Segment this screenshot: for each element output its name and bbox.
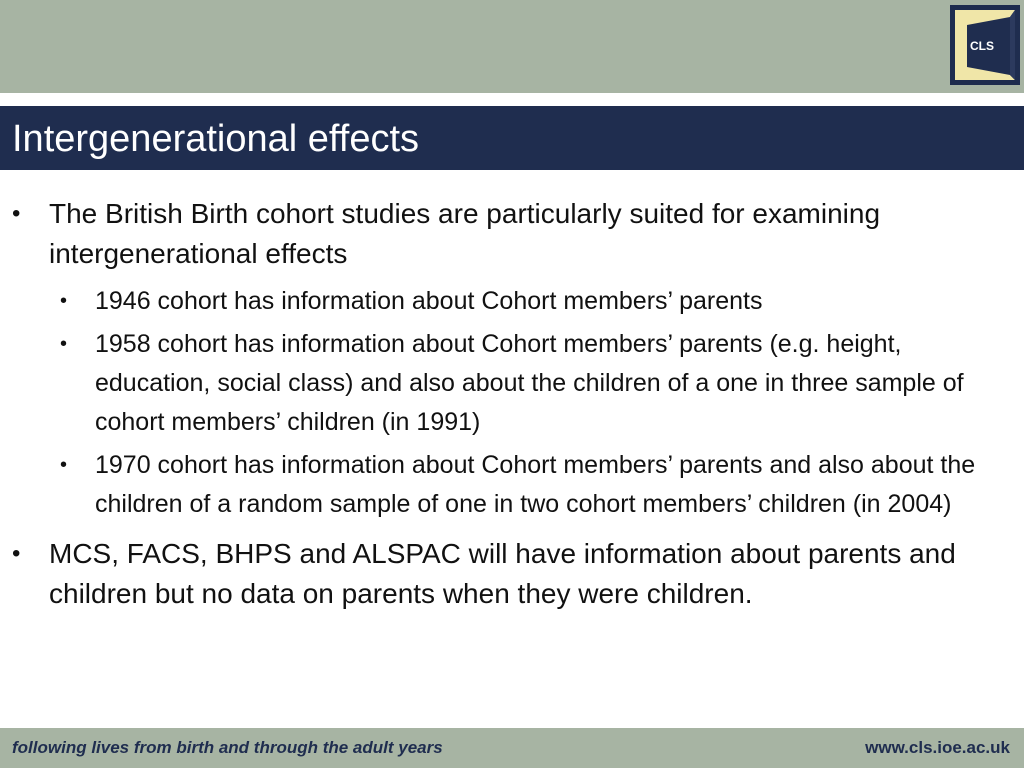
footer-tagline: following lives from birth and through the adult years (12, 738, 443, 757)
sub-bullet-text: 1946 cohort has information about Cohort members’ parents (95, 287, 763, 315)
sub-bullet-text: 1970 cohort has information about Cohort members’ parents and also about the children of a random sample of one in two cohort members’ children (in 2004) (95, 451, 976, 518)
bullet-text: The British Birth cohort studies are particularly suited for examining intergenerational effects (49, 198, 881, 269)
bullet-dot-icon: • (60, 333, 68, 355)
sub-bullet-text: 1958 cohort has information about Cohort members’ parents (e.g. height, education, social class) and also about the children of a one in three sample of cohort members’ children (in 1991) (95, 330, 964, 436)
sub-bullet-1946 (0, 282, 1010, 321)
bullet-text: MCS, FACS, BHPS and ALSPAC will have information about parents and children but no data on parents when they were children. (49, 538, 956, 609)
bullet-dot-icon: • (60, 454, 68, 476)
bullet-dot-icon: • (12, 540, 21, 567)
sub-bullet-list (0, 282, 1024, 524)
bullet-cohort-studies (0, 194, 969, 274)
sub-bullet-1970 (0, 446, 1010, 524)
header-band (0, 0, 1024, 93)
footer-website: www.cls.ioe.ac.uk (865, 738, 1010, 757)
cls-logo (950, 5, 1020, 85)
bullet-dot-icon: • (60, 290, 68, 312)
cls-logo-text: CLS (970, 39, 994, 53)
sub-bullet-1958 (0, 325, 1010, 442)
title-bar (0, 106, 1024, 170)
slide-content (0, 194, 1024, 614)
bullet-dot-icon: • (12, 200, 21, 227)
footer-band (0, 728, 1024, 768)
bullet-other-studies (0, 534, 969, 614)
slide-title: Intergenerational effects (12, 118, 420, 160)
